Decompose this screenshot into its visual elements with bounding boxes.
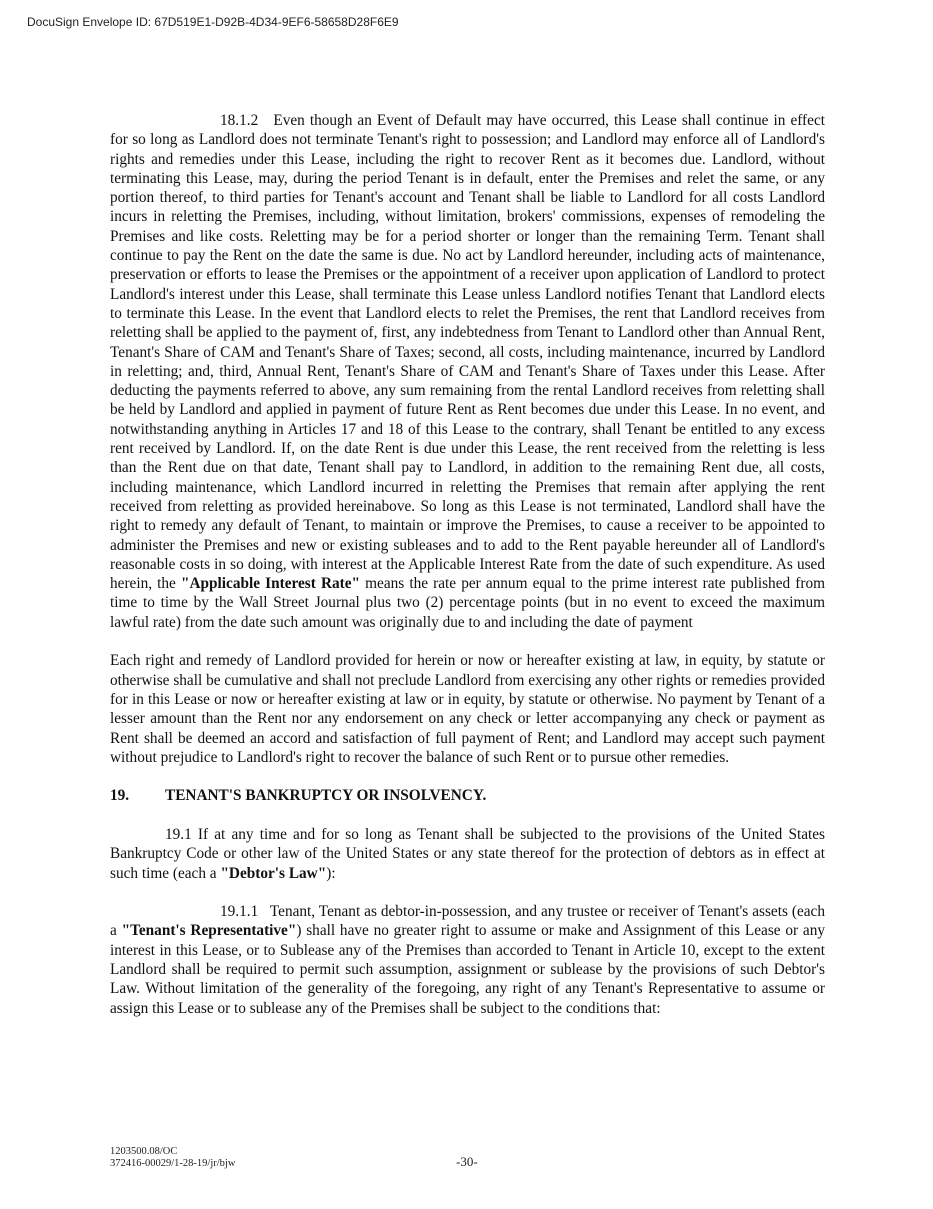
paragraph-gap [110, 767, 825, 786]
footer-doc-number: 1203500.08/OC [110, 1146, 178, 1157]
section-19-number: 19. [110, 787, 130, 805]
section-text: Even though an Event of Default may have occurred, this Lease shall continue in effect for so long as Landlord does not terminate Tenant's right to possession; and Landlord may enforce all of Landlord's rights and remedies under this Lease, including the right to recover Rent as it becomes due. Landlord, without terminating this Lease, may, during the period Tenant is in default, enter the Premises and relet the same, or any portion thereof, to third parties for Tenant's account and Tenant shall be liable to Landlord for all costs Landlord incurs in reletting the Premises, including, without limitation, brokers' commissions, expenses of remodeling the Premises and like costs. Reletting may be for a period shorter or longer than the remaining Term. Tenant shall continue to pay the Rent on the date the same is due. No act by Landlord hereunder, including acts of maintenance, preservation or efforts to lease the Premises or the appointment of a receiver upon application of Landlord to protect Landlord's interest under this Lease, shall terminate this Lease unless Landlord notifies Tenant that Landlord elects to terminate this Lease. In the event that Landlord elects to relet the Premises, the rent that Landlord receives from reletting shall be applied to the payment of, first, any indebtedness from Tenant to Landlord other than Annual Rent, Tenant's Share of CAM and Tenant's Share of Taxes; second, all costs, including maintenance, incurred by Landlord in reletting; and, third, Annual Rent, Tenant's Share of CAM and Tenant's Share of Taxes under this Lease. After deducting the payments referred to above, any sum remaining from the rental Landlord receives from reletting shall be held by Landlord and applied in payment of future Rent as Rent becomes due under this Lease. In no event, and notwithstanding anything in Articles 17 and 18 of this Lease to the contrary, shall Tenant be entitled to any excess rent received by Landlord. If, on the date Rent is due under this Lease, the rent received from the reletting is less than the Rent due on that date, Tenant shall pay to Landlord, in addition to the remaining Rent due, all costs, including maintenance, which Landlord incurred in reletting the Premises that remain after applying the rent received from reletting as provided hereinabove. So long as this Lease is not terminated, Landlord shall have the right to remedy any default of Tenant, to maintain or improve the Premises, to cause a receiver to be appointed to administer the Premises and new or existing subleases and to add to the Rent payable hereunder all of Landlord's reasonable costs in so doing, with interest at the Applicable Interest Rate from the date of such expenditure. As used herein, the [110, 112, 825, 593]
section-18-1-2 [110, 111, 825, 632]
document-page-body [110, 111, 825, 1018]
footer-doc-reference [110, 1146, 235, 1170]
remedies-cumulative-paragraph: Each right and remedy of Landlord provided for herein or now or hereafter existing at law, in equity, by statute or otherwise shall be cumulative and shall not preclude Landlord from exercising any other rights or remedies provided for in this Lease or now or hereafter existing at law or in equity, by statute or otherwise. No payment by Tenant of a lesser amount than the Rent nor any endorsement on any check or letter accompanying any check or payment as Rent shall be deemed an accord and satisfaction of full payment of Rent; and Landlord may accept such payment without prejudice to Landlord's right to recover the balance of such Rent or to pursue other remedies. [110, 652, 825, 766]
section-19-title: TENANT'S BANKRUPTCY OR INSOLVENCY. [165, 787, 487, 805]
section-text-cont: ): [326, 864, 336, 882]
section-19-1-1 [110, 902, 825, 1018]
section-19-heading [110, 786, 825, 805]
footer-matter-ref: 372416-00029/1-28-19/jr/bjw [110, 1158, 236, 1169]
defined-term-debtors-law: "Debtor's Law" [220, 864, 327, 882]
defined-term-applicable-interest-rate: "Applicable Interest Rate" [180, 575, 361, 593]
paragraph-gap [110, 632, 825, 651]
paragraph-gap [110, 883, 825, 902]
section-text: 19.1 If at any time and for so long as Tenant shall be subjected to the provisions of the United States Bankruptcy Code or other law of the United States or any state thereof for the protection of debtors as in effect at such time (each a [110, 825, 825, 882]
section-text-cont: ) shall have no greater right to assume or make and Assignment of this Lease or any interest in this Lease, or to Sublease any of the Premises than accorded to Tenant in Article 10, except to the extent Landlord shall be required to permit such assumption, assignment or sublease by the provisions of such Debtor's Law. Without limitation of the generality of the foregoing, any right of any Tenant's Representative to assume or assign this Lease or to sublease any of the Premises shall be subject to the conditions that: [110, 922, 825, 1017]
section-text: Tenant, Tenant as debtor-in-possession, and any trustee or receiver of Tenant's assets (each a [110, 903, 825, 940]
section-text-cont: means the rate per annum equal to the prime interest rate published from time to time by the Wall Street Journal plus two (2) percentage points (but in no event to exceed the maximum lawful rate) from the date such amount was originally due to and including the date of payment [110, 575, 825, 631]
section-number: 19.1.1 [220, 903, 259, 921]
paragraph-gap [110, 806, 825, 825]
section-19-1 [110, 825, 825, 883]
docusign-envelope-id: DocuSign Envelope ID: 67D519E1-D92B-4D34-9EF6-58658D28F6E9 [27, 15, 399, 29]
section-number: 18.1.2 [220, 112, 259, 129]
defined-term-tenants-representative: "Tenant's Representative" [121, 922, 297, 940]
page-number: -30- [456, 1154, 478, 1169]
